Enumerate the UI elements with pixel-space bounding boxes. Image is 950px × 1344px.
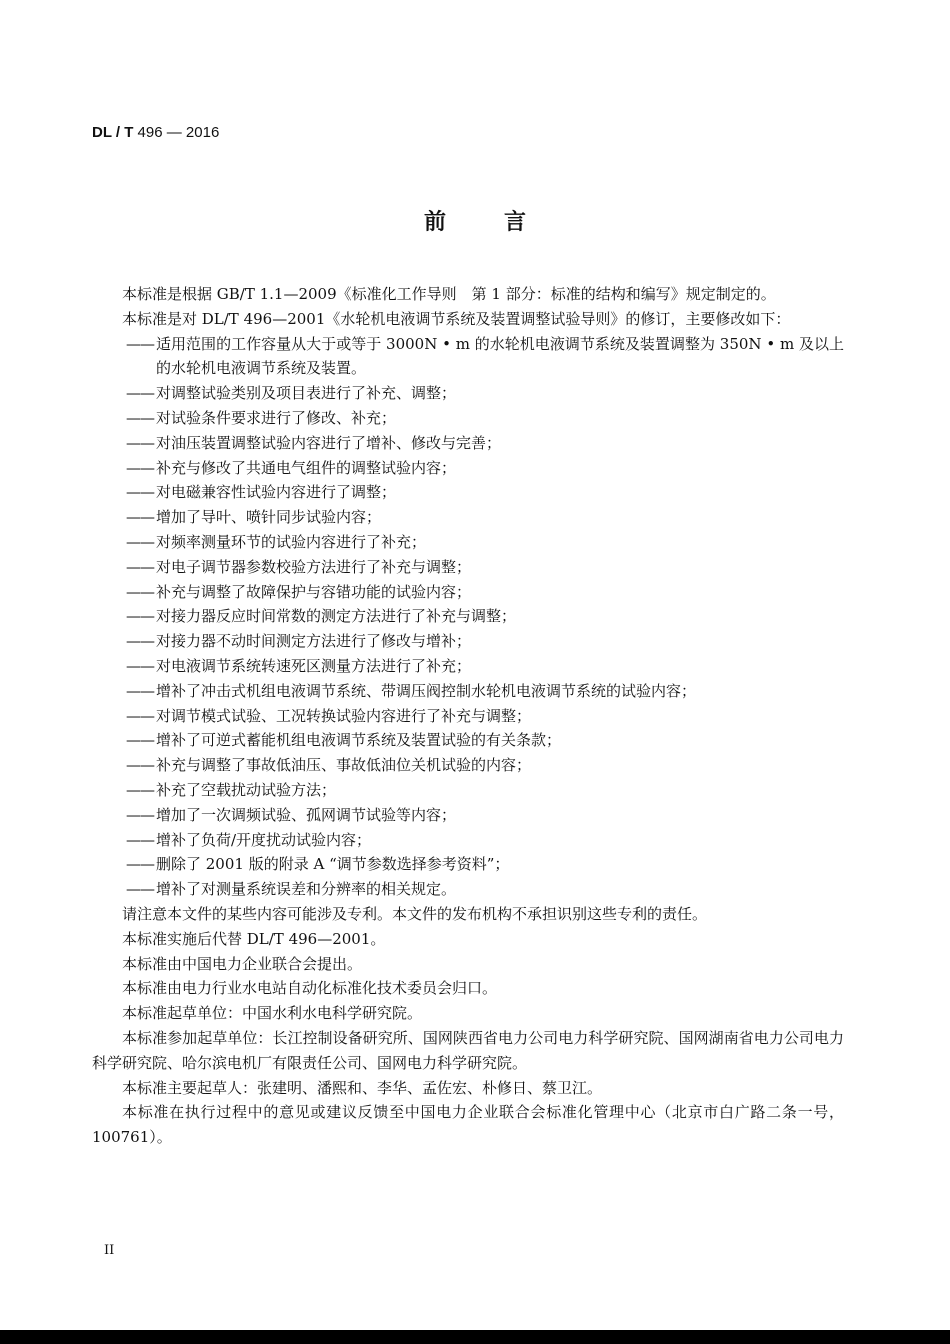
list-item (92, 828, 844, 853)
list-item-text: 对接力器反应时间常数的测定方法进行了补充与调整； (156, 607, 517, 626)
closing-paragraph: 本标准主要起草人：张建明、潘熙和、李华、孟佐宏、朴修日、蔡卫江。 (122, 1078, 603, 1097)
list-item (92, 555, 844, 580)
list-item (92, 803, 844, 828)
closing-paragraph: 本标准实施后代替 DL/T 496—2001。 (122, 929, 386, 948)
dash-marker: —— (126, 508, 154, 527)
list-item-text: 对频率测量环节的试验内容进行了补充； (156, 532, 427, 551)
list-item (92, 381, 844, 406)
list-item-text: 补充与调整了事故低油压、事故低油位关机试验的内容； (156, 756, 532, 775)
list-item (92, 654, 844, 679)
dash-marker: —— (126, 706, 154, 725)
list-item (92, 580, 844, 605)
list-item (92, 728, 844, 753)
list-item-text: 对电磁兼容性试验内容进行了调整； (156, 483, 397, 502)
list-item (92, 456, 844, 481)
page-number: II (104, 1243, 115, 1258)
list-item (92, 852, 844, 877)
dash-marker: —— (126, 880, 154, 899)
list-item-text: 对电子调节器参数校验方法进行了补充与调整； (156, 557, 472, 576)
foreword-body (92, 282, 844, 1150)
closing-paragraph: 本标准参加起草单位：长江控制设备研究所、国网陕西省电力公司电力科学研究院、国网湖南省电力公司电力科学研究院、哈尔滨电机厂有限责任公司、国网电力科学研究院。 (92, 1028, 844, 1072)
dash-marker: —— (126, 756, 154, 775)
dash-marker: —— (126, 557, 154, 576)
dash-marker: —— (126, 632, 154, 651)
list-item (92, 505, 844, 530)
list-item (92, 679, 844, 704)
list-item-text: 增补了可逆式蓄能机组电液调节系统及装置试验的有关条款； (156, 731, 562, 750)
list-item-text: 增加了一次调频试验、孤网调节试验等内容； (156, 805, 457, 824)
list-item-text: 对试验条件要求进行了修改、补充； (156, 408, 397, 427)
list-item-text: 对接力器不动时间测定方法进行了修改与增补； (156, 632, 472, 651)
dash-marker: —— (126, 830, 154, 849)
document-code-prefix: DL / T (92, 124, 134, 141)
document-code-number: 496 — 2016 (133, 124, 220, 141)
dash-marker: —— (126, 681, 154, 700)
list-item (92, 629, 844, 654)
list-item (92, 530, 844, 555)
dash-marker: —— (126, 384, 154, 403)
closing-paragraph: 本标准由电力行业水电站自动化标准化技术委员会归口。 (122, 979, 498, 998)
intro-paragraph: 本标准是根据 GB/T 1.1—2009《标准化工作导则 第 1 部分：标准的结构和编写》规定制定的。 (122, 285, 776, 303)
closing-paragraph: 请注意本文件的某些内容可能涉及专利。本文件的发布机构不承担识别这些专利的责任。 (122, 904, 708, 923)
list-item-text: 增补了对测量系统误差和分辨率的相关规定。 (156, 880, 457, 899)
list-item-text: 对调整试验类别及项目表进行了补充、调整； (156, 384, 457, 403)
list-item-text: 增加了导叶、喷针同步试验内容； (156, 508, 382, 527)
intro-paragraph: 本标准是对 DL/T 496—2001《水轮机电液调节系统及装置调整试验导则》的修订，主要修改如下： (122, 309, 791, 328)
page-title: 前言 (423, 210, 584, 235)
list-item (92, 332, 844, 382)
dash-marker: —— (126, 408, 154, 427)
list-item-text: 补充与调整了故障保护与容错功能的试验内容； (156, 582, 472, 601)
closing-paragraph: 本标准在执行过程中的意见或建议反馈至中国电力企业联合会标准化管理中心（北京市白广路二条一号，100761）。 (92, 1103, 844, 1147)
dash-marker: —— (126, 334, 154, 353)
list-item (92, 431, 844, 456)
dash-marker: —— (126, 731, 154, 750)
list-item (92, 753, 844, 778)
dash-marker: —— (126, 805, 154, 824)
dash-marker: —— (126, 855, 154, 874)
list-item-text: 增补了负荷/开度扰动试验内容； (156, 830, 372, 849)
list-item (92, 877, 844, 902)
list-item-text: 适用范围的工作容量从大于或等于 3000N • m 的水轮机电液调节系统及装置调整为 350N • m 及以上的水轮机电液调节系统及装置。 (156, 334, 844, 378)
dash-marker: —— (126, 607, 154, 626)
list-item-text: 删除了 2001 版的附录 A “调节参数选择参考资料”； (156, 855, 510, 874)
document-code (92, 124, 219, 141)
list-item-text: 对油压装置调整试验内容进行了增补、修改与完善； (156, 433, 502, 452)
dash-marker: —— (126, 433, 154, 452)
closing-paragraph: 本标准起草单位：中国水利水电科学研究院。 (122, 1004, 423, 1023)
dash-marker: —— (126, 458, 154, 477)
list-item-text: 对调节模式试验、工况转换试验内容进行了补充与调整； (156, 706, 532, 725)
list-item-text: 增补了冲击式机组电液调节系统、带调压阀控制水轮机电液调节系统的试验内容； (156, 681, 697, 700)
dash-marker: —— (126, 780, 154, 799)
bottom-border (0, 1330, 950, 1344)
list-item (92, 406, 844, 431)
list-item-text: 补充了空载扰动试验方法； (156, 780, 337, 799)
change-list (92, 332, 844, 902)
dash-marker: —— (126, 483, 154, 502)
closing-paragraph: 本标准由中国电力企业联合会提出。 (122, 954, 363, 973)
list-item-text: 补充与修改了共通电气组件的调整试验内容； (156, 458, 457, 477)
list-item (92, 480, 844, 505)
dash-marker: —— (126, 582, 154, 601)
list-item (92, 604, 844, 629)
dash-marker: —— (126, 532, 154, 551)
list-item (92, 778, 844, 803)
list-item (92, 704, 844, 729)
dash-marker: —— (126, 656, 154, 675)
list-item-text: 对电液调节系统转速死区测量方法进行了补充； (156, 656, 472, 675)
